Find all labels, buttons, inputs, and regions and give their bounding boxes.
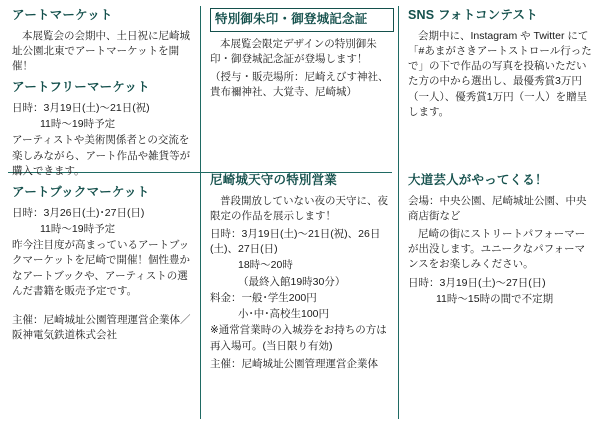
daidougei-time: 11時～15時の間で不定期 <box>436 292 554 305</box>
column-divider-2 <box>398 6 399 419</box>
artmarket-title: アートマーケット <box>12 8 113 22</box>
block-tenshu <box>210 173 394 372</box>
section-daidougei <box>404 171 596 419</box>
artfreemarket-date: 日時：3月19日(土)～21日(祝) <box>12 101 150 114</box>
tenshu-date: 日時：3月19日(土)～21日(祝)、26日(土)、27日(日) <box>210 228 381 256</box>
artmarket-paragraph-1: 本展覧会の会期中、土日祝に尼崎城址公園北東でアートマーケットを開催！ <box>12 29 190 73</box>
block-artmarket <box>12 8 196 74</box>
tenshu-price-adult: 料金：一般･学生200円 <box>210 291 317 304</box>
daidougei-title: 大道芸人がやってくる！ <box>408 172 548 187</box>
tenshu-last-entry: （最終入館19時30分） <box>238 275 346 288</box>
artfreemarket-time: 11時～19時予定 <box>40 118 116 131</box>
section-tenshu <box>206 171 398 419</box>
section-sns <box>404 6 596 167</box>
daidougei-venue: 会場：中央公園、尼崎城址公園、中央商店街など <box>408 194 587 222</box>
goshuin-paragraph-2: （授与・販売場所：尼崎えびす神社、貴布禰神社、大覚寺、尼崎城） <box>210 71 389 99</box>
sns-title: SNS フォトコンテスト <box>408 8 538 22</box>
goshuin-paragraph-1: 本展覧会限定デザインの特別御朱印・御登城記念証が登場します！ <box>210 37 377 65</box>
artbookmarket-time: 11時～19時予定 <box>40 222 116 235</box>
section-art-markets <box>8 6 200 419</box>
daidougei-description: 尼崎の街にストリートパフォーマーが出没します。ユニークなパフォーマンスをお楽しみください。 <box>408 228 586 271</box>
artbookmarket-description: 昨今注目度が高まっているアートブックマーケットを尼崎で開催！個性豊かなアートブックや、アーティストの選んだ書籍を販売予定です。 <box>12 239 190 297</box>
artbookmarket-date: 日時：3月26日(土)･27日(日) <box>12 206 145 219</box>
block-artfreemarket <box>12 80 196 179</box>
daidougei-date: 日時：3月19日(土)～27日(日) <box>408 276 546 289</box>
column-divider-1 <box>200 6 201 419</box>
artfreemarket-title: アートフリーマーケット <box>12 80 150 95</box>
block-organizer <box>12 313 196 343</box>
tenshu-title: 尼崎城天守の特別営業 <box>210 172 338 187</box>
tenshu-price-student: 小･中･高校生100円 <box>238 308 330 321</box>
artfreemarket-description: アーティストや美術関係者との交流を楽しみながら、アート作品や雑貨等が購入できます。 <box>12 134 191 177</box>
section-goshuin <box>206 6 398 167</box>
goshuin-title: 特別御朱印・御登城記念証 <box>210 8 394 32</box>
block-daidougei <box>408 173 592 307</box>
tenshu-organizer: 主催：尼崎城址公園管理運営企業体 <box>210 357 378 370</box>
block-sns <box>408 8 592 120</box>
tenshu-paragraph-1: 普段開放していない夜の天守に、夜限定の作品を展示します！ <box>210 194 388 222</box>
block-goshuin <box>210 8 394 101</box>
content-grid <box>8 6 592 419</box>
organizer-text: 主催：尼崎城址公園管理運営企業体／阪神電気鉄道株式会社 <box>12 313 191 342</box>
tenshu-note: ※通常営業時の入城券をお持ちの方は再入場可。(当日限り有効) <box>210 324 387 352</box>
sns-paragraph-1: 会期中に、Instagram や Twitter にて「#あまがさきアートストロール行ったで」の下で作品の写真を投稿いただいた方の中から選出し、最優秀賞3万円（一人）、優秀賞1万円（一人）を贈呈します。 <box>408 29 592 118</box>
artbookmarket-title: アートブックマーケット <box>12 185 150 199</box>
tenshu-time: 18時～20時 <box>238 259 293 272</box>
block-artbookmarket <box>12 185 196 299</box>
